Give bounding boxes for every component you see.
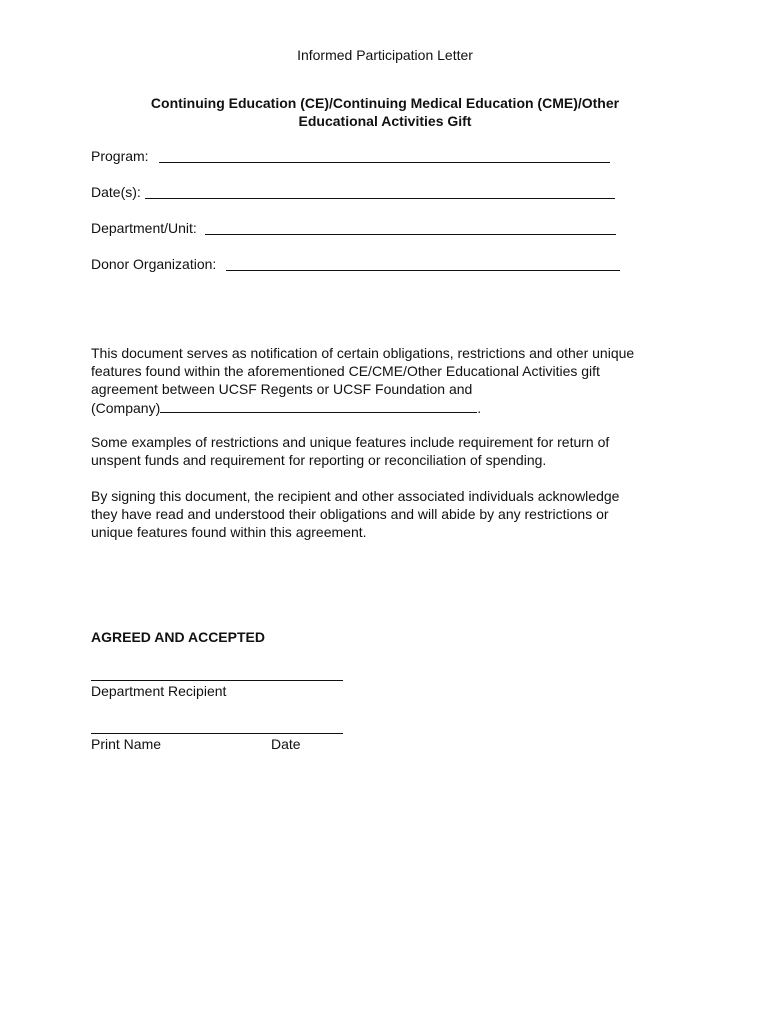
company-label: (Company): [91, 400, 161, 416]
paragraph-1-line-4: [91, 398, 691, 417]
paragraph-2-line-2: unspent funds and requirement for reporting or reconciliation of spending.: [91, 452, 547, 468]
donor-organization-input-line[interactable]: [226, 270, 620, 271]
department-unit-input-line[interactable]: [205, 234, 616, 235]
company-input-line[interactable]: [160, 398, 477, 413]
paragraph-1-line-3: agreement between UCSF Regents or UCSF Foundation and: [91, 381, 473, 397]
paragraph-3-line-2: they have read and understood their obligations and will abide by any restrictions or: [91, 506, 609, 522]
company-period: .: [477, 400, 482, 416]
acknowledgement-paragraph: [91, 487, 691, 541]
dates-label: Date(s):: [91, 184, 141, 200]
department-recipient-signature-line[interactable]: [91, 680, 343, 681]
document-title: Informed Participation Letter: [297, 47, 473, 63]
paragraph-3-line-1: By signing this document, the recipient and other associated individuals acknowledge: [91, 488, 620, 504]
donor-organization-label: Donor Organization:: [91, 256, 217, 272]
subtitle-line-2: Educational Activities Gift: [298, 113, 472, 129]
program-label: Program:: [91, 148, 149, 164]
dates-input-line[interactable]: [145, 198, 615, 199]
print-name-signature-line[interactable]: [91, 733, 343, 734]
paragraph-1-line-2: features found within the aforementioned CE/CME/Other Educational Activities gift: [91, 363, 600, 379]
subtitle-line-1: Continuing Education (CE)/Continuing Medical Education (CME)/Other: [150, 95, 620, 111]
paragraph-2-line-1: Some examples of restrictions and unique features include requirement for return of: [91, 434, 610, 450]
date-label: Date: [271, 736, 301, 752]
print-name-label: Print Name: [91, 736, 162, 752]
document-subtitle: [0, 94, 770, 130]
examples-paragraph: [91, 433, 691, 469]
notification-paragraph: [91, 344, 691, 417]
department-recipient-label: Department Recipient: [91, 683, 227, 699]
paragraph-1-line-1: This document serves as notification of certain obligations, restrictions and other unique: [91, 345, 635, 361]
program-input-line[interactable]: [159, 162, 610, 163]
agreed-heading: AGREED AND ACCEPTED: [91, 629, 265, 645]
paragraph-3-line-3: unique features found within this agreement.: [91, 524, 367, 540]
department-unit-label: Department/Unit:: [91, 220, 197, 236]
